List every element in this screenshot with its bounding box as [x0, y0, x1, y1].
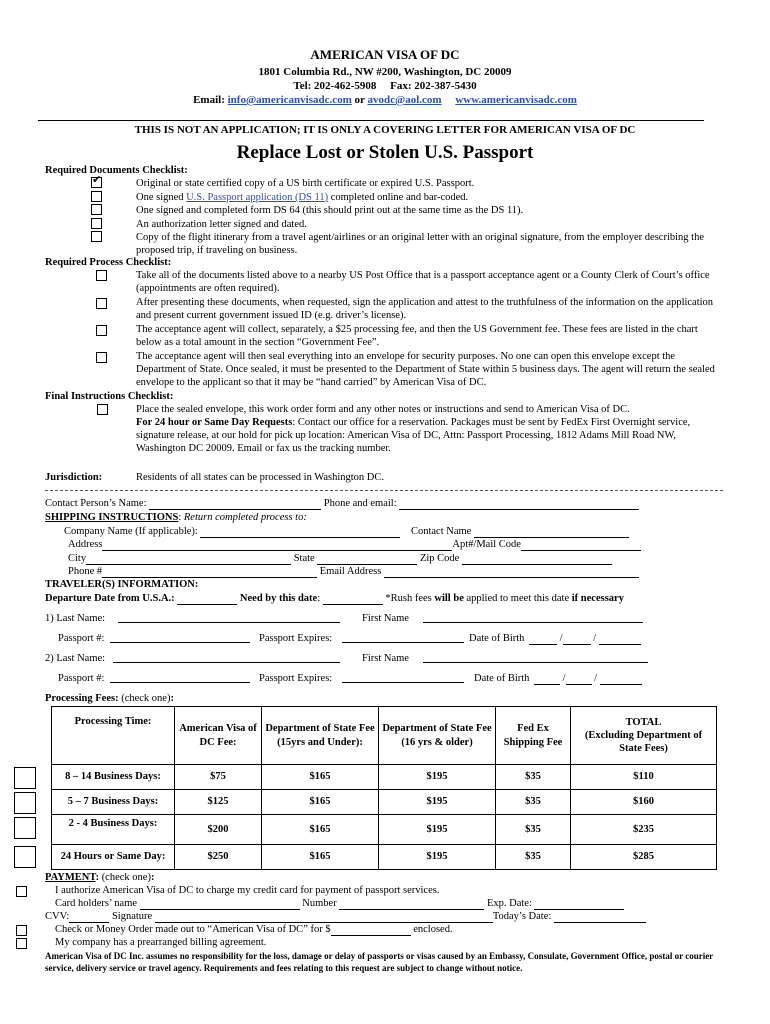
check-money-row: Check or Money Order made out to “American Visa of DC” for $ enclosed.	[55, 924, 453, 935]
expires-2-field[interactable]	[342, 672, 464, 683]
process-item: After presenting these documents, when requested, sign the application and attest to the truthfulness of the information on the application and present current government issued ID (e.g. driver’s license).	[136, 297, 714, 322]
fee-row: 5 – 7 Business Days: $125 $165 $195 $35 $160	[52, 790, 717, 815]
amount-field[interactable]	[331, 925, 411, 936]
checkbox[interactable]	[97, 404, 108, 415]
last-name-2-field[interactable]	[113, 652, 340, 663]
org-name: AMERICAN VISA OF DC	[310, 47, 460, 62]
docs-item: Original or state certified copy of a US birth certificate or expired U.S. Passport.	[136, 178, 475, 189]
checkbox[interactable]	[16, 886, 27, 897]
billing-text: My company has a prearranged billing agreement.	[55, 937, 267, 948]
first-name-2-field[interactable]	[423, 652, 648, 663]
phone-email-field[interactable]	[399, 499, 639, 510]
fee-checkbox[interactable]	[14, 767, 36, 789]
docs-item: Copy of the flight itinerary from a travel agent/airlines or an original letter with an original signature, from the employer describing the proposed trip, if traveling on business.	[136, 232, 704, 257]
checkbox[interactable]	[96, 298, 107, 309]
header-processing-time: Processing Time:	[52, 707, 175, 765]
fee-row: 24 Hours or Same Day: $250 $165 $195 $35 $285	[52, 845, 717, 870]
cvv-row: CVV: Signature Today’s Date:	[45, 910, 646, 923]
checkbox[interactable]	[91, 191, 102, 202]
final-heading: Final Instructions Checklist:	[45, 391, 174, 402]
passport-1-label: Passport #:	[58, 633, 105, 644]
final-text: For 24 hour or Same Day Requests: Contact our office for a reservation. Packages must be sent by FedEx First Overnight service, signature release, at our hold for pick up location: American Visa of DC, Attn: Passport Processing, 1812 Adams Mill Road NW, Washington DC 20009. Email or fax us the tracking number.	[136, 417, 691, 455]
process-item: The acceptance agent will collect, separately, a $25 processing fee, and then the US Government fee. These fees are listed in the chart below as a total amount in the section “Government Fee”.	[136, 324, 698, 349]
header-fedex: Fed Ex Shipping Fee	[496, 707, 571, 765]
address-field[interactable]	[102, 540, 452, 551]
process-item: Take all of the documents listed above to a nearby US Post Office that is a passport acceptance agent or a County Clerk of Court’s office (appointments are often required).	[136, 270, 710, 295]
shipping-heading-row: SHIPPING INSTRUCTIONS: Return completed process to:	[45, 512, 307, 523]
jurisdiction-text: Residents of all states can be processed in Washington DC.	[136, 472, 384, 483]
header-total: TOTAL (Excluding Department of State Fees)	[571, 707, 717, 765]
org-address: 1801 Columbia Rd., NW #200, Washington, DC 20009	[258, 66, 512, 78]
checkbox[interactable]	[96, 352, 107, 363]
contact-row: Contact Person’s Name: Phone and email:	[45, 497, 639, 510]
email-field[interactable]	[384, 567, 639, 578]
address-row: Address Apt#/Mail Code	[68, 538, 641, 551]
dob-1-field[interactable]: / /	[529, 632, 641, 645]
signature-field[interactable]	[155, 912, 493, 923]
today-date-field[interactable]	[554, 912, 646, 923]
header-dos-15: Department of State Fee (15yrs and Under):	[262, 707, 379, 765]
website-link[interactable]: www.americanvisadc.com	[455, 94, 577, 106]
exp-date-field[interactable]	[534, 899, 624, 910]
passport-2-field[interactable]	[110, 672, 250, 683]
docs-item: One signed and completed form DS 64 (this should print out at the same time as the DS 11).	[136, 205, 524, 216]
notice: THIS IS NOT AN APPLICATION; IT IS ONLY A COVERING LETTER FOR AMERICAN VISA OF DC	[134, 124, 636, 136]
need-by-field[interactable]	[323, 594, 383, 605]
fee-checkbox[interactable]	[14, 846, 36, 868]
zip-field[interactable]	[462, 554, 612, 565]
payment-heading-row: PAYMENT: (check one):	[45, 872, 155, 883]
apt-field[interactable]	[521, 540, 641, 551]
email-link-1[interactable]: info@americanvisadc.com	[227, 94, 352, 106]
checkbox[interactable]	[91, 204, 102, 215]
header-avdc-fee: American Visa of DC Fee:	[175, 707, 262, 765]
docs-heading: Required Documents Checklist:	[45, 165, 188, 176]
fee-row: 2 - 4 Business Days: $200 $165 $195 $35 $235	[52, 815, 717, 845]
docs-item: One signed U.S. Passport application (DS 11) completed online and bar-coded.	[136, 192, 469, 203]
card-row: Card holders’ name Number Exp. Date:	[55, 897, 624, 910]
first-name-1-label: First Name	[362, 613, 409, 624]
company-field[interactable]	[200, 527, 400, 538]
departure-field[interactable]	[177, 594, 237, 605]
checkbox[interactable]	[16, 938, 27, 949]
phone-field[interactable]	[102, 567, 317, 578]
last-name-2-label: 2) Last Name:	[45, 653, 106, 664]
process-heading: Required Process Checklist:	[45, 257, 172, 268]
city-row: City State Zip Code	[68, 552, 612, 565]
first-name-1-field[interactable]	[423, 612, 643, 623]
final-line: Place the sealed envelope, this work order form and any other notes or instructions and send to American Visa of DC.	[136, 404, 630, 415]
org-email: Email: info@americanvisadc.com or avodc@aol.com www.americanvisadc.com	[193, 94, 577, 106]
ds11-link[interactable]: U.S. Passport application (DS 11)	[186, 192, 329, 203]
first-name-2-label: First Name	[362, 653, 409, 664]
phone-row: Phone # Email Address	[68, 565, 639, 578]
expires-2-label: Passport Expires:	[259, 673, 333, 684]
authorize-text: I authorize American Visa of DC to charge my credit card for payment of passport services.	[55, 885, 440, 896]
fee-row: 8 – 14 Business Days: $75 $165 $195 $35 $110	[52, 765, 717, 790]
dob-1-label: Date of Birth	[469, 633, 525, 644]
passport-2-label: Passport #:	[58, 673, 105, 684]
divider	[45, 490, 723, 491]
expires-1-label: Passport Expires:	[259, 633, 333, 644]
state-field[interactable]	[317, 554, 417, 565]
docs-item: An authorization letter signed and dated.	[136, 219, 307, 230]
fee-checkbox[interactable]	[14, 792, 36, 814]
dob-2-field[interactable]: / /	[534, 672, 642, 685]
disclaimer: American Visa of DC Inc. assumes no responsibility for the loss, damage or delay of passports or visas caused by an Embassy, Consulate, Government Office, postal or courier service, delivery service or travel agency. Requirements and fees relating to this request are subject to change without notice.	[45, 951, 714, 974]
cvv-field[interactable]	[69, 912, 109, 923]
checkbox[interactable]	[91, 174, 102, 188]
card-number-field[interactable]	[339, 899, 484, 910]
dob-2-label: Date of Birth	[474, 673, 530, 684]
checkbox[interactable]	[91, 231, 102, 242]
card-name-field[interactable]	[140, 899, 300, 910]
contact-name-input[interactable]	[474, 527, 629, 538]
last-name-1-field[interactable]	[118, 612, 340, 623]
fees-label-row: Processing Fees: (check one):	[45, 693, 174, 704]
expires-1-field[interactable]	[342, 632, 464, 643]
traveler-heading: TRAVELER(S) INFORMATION:	[45, 579, 199, 590]
checkbox[interactable]	[91, 218, 102, 229]
contact-name-field[interactable]	[149, 499, 321, 510]
passport-1-field[interactable]	[110, 632, 250, 643]
process-item: The acceptance agent will then seal everything into an envelope for security purposes. No one can open this envelope except the Department of State. Once sealed, it must be presented to the Department of State within 5 business days. The agent will return the sealed envelope to the applicant so that it may be “hand carried” by American Visa of DC.	[136, 351, 715, 389]
header-divider	[38, 120, 704, 121]
fees-header-row	[52, 707, 717, 765]
company-row: Company Name (If applicable): Contact Name	[64, 525, 629, 538]
fee-checkbox[interactable]	[14, 817, 36, 839]
checkbox[interactable]	[96, 325, 107, 336]
email-link-2[interactable]: avodc@aol.com	[367, 94, 442, 106]
page-title: Replace Lost or Stolen U.S. Passport	[236, 142, 534, 163]
checkbox[interactable]	[16, 925, 27, 936]
jurisdiction-label: Jurisdiction:	[45, 472, 103, 483]
check-mark-icon: ✔	[92, 174, 102, 186]
org-phone: Tel: 202-462-5908 Fax: 202-387-5430	[293, 80, 477, 92]
fees-table	[51, 706, 717, 870]
checkbox[interactable]	[96, 270, 107, 281]
departure-row: Departure Date from U.S.A.: Need by this date: *Rush fees will be applied to meet this date if necessary	[45, 593, 624, 604]
header-dos-16: Department of State Fee (16 yrs & older)	[379, 707, 496, 765]
city-field[interactable]	[86, 554, 291, 565]
last-name-1-label: 1) Last Name:	[45, 613, 106, 624]
